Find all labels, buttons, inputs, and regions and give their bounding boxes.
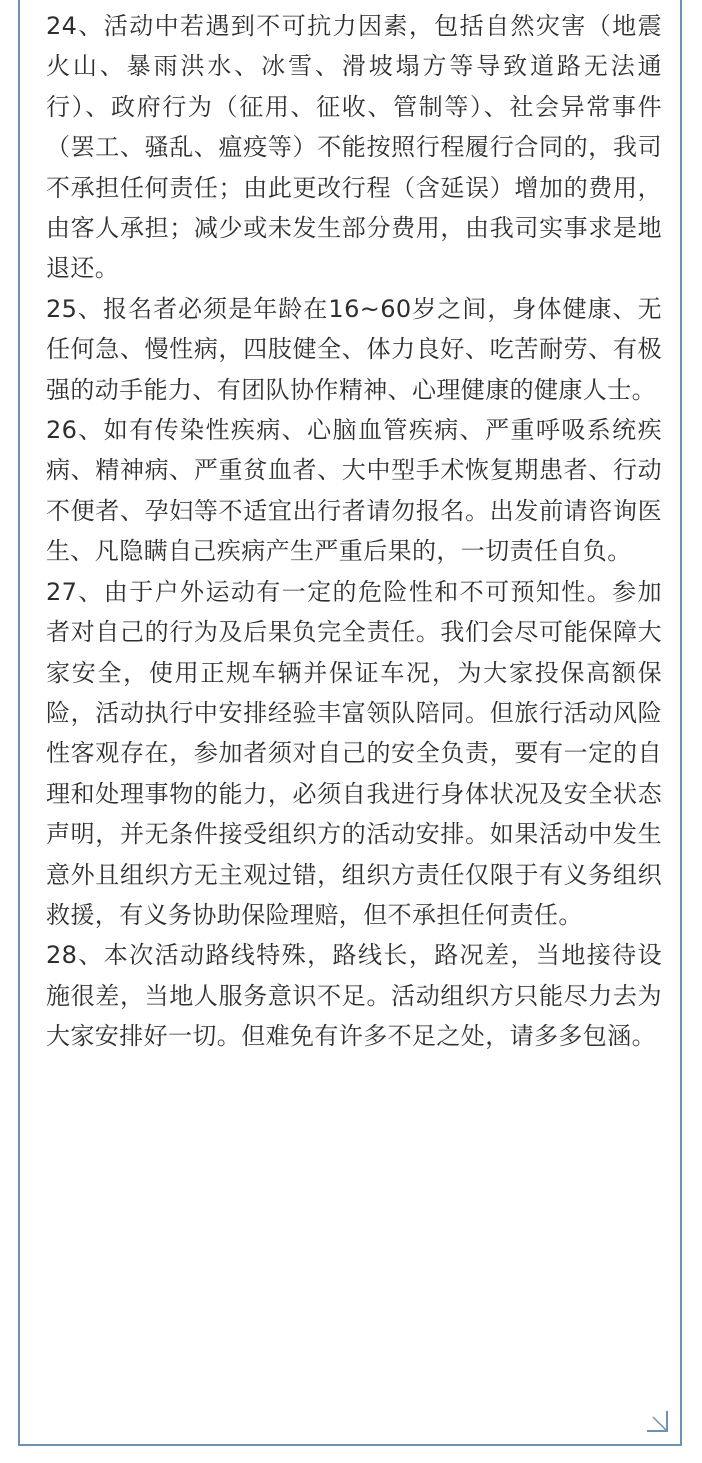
clause-24: 24、活动中若遇到不可抗力因素，包括自然灾害（地震火山、暴雨洪水、冰雪、滑坡塌方等导致道路无法通行）、政府行为（征用、征收、管制等）、社会异常事件（罢工、骚乱、瘟疫等）不能按照行程履行合同的，我司不承担任何责任；由此更改行程（含延误）增加的费用，由客人承担；减少或未发生部分费用，由我司实事求是地退还。 <box>46 12 662 283</box>
clause-25: 25、报名者必须是年龄在16~60岁之间，身体健康、无任何急、慢性病，四肢健全、体力良好、吃苦耐劳、有极强的动手能力、有团队协作精神、心理健康的健康人士。 <box>46 294 662 404</box>
clause-26: 26、如有传染性疾病、心脑血管疾病、严重呼吸系统疾病、精神病、严重贫血者、大中型手术恢复期患者、行动不便者、孕妇等不适宜出行者请勿报名。出发前请咨询医生、凡隐瞒自己疾病产生严重后果的，一切责任自负。 <box>46 416 662 566</box>
terms-content <box>46 6 662 1057</box>
clause-27: 27、由于户外运动有一定的危险性和不可预知性。参加者对自己的行为及后果负完全责任。我们会尽可能保障大家安全，使用正规车辆并保证车况，为大家投保高额保险，活动执行中安排经验丰富领队陪同。但旅行活动风险性客观存在，参加者须对自己的安全负责，要有一定的自理和处理事物的能力，必须自我进行身体状况及安全状态声明，并无条件接受组织方的活动安排。如果活动中发生意外且组织方无主观过错，组织方责任仅限于有义务组织救援，有义务协助保险理赔，但不承担任何责任。 <box>46 577 662 929</box>
corner-ornament-icon <box>646 1410 668 1432</box>
clause-28: 28、本次活动路线特殊，路线长，路况差，当地接待设施很差，当地人服务意识不足。活动组织方只能尽力去为大家安排好一切。但难免有许多不足之处，请多多包涵。 <box>46 941 662 1051</box>
